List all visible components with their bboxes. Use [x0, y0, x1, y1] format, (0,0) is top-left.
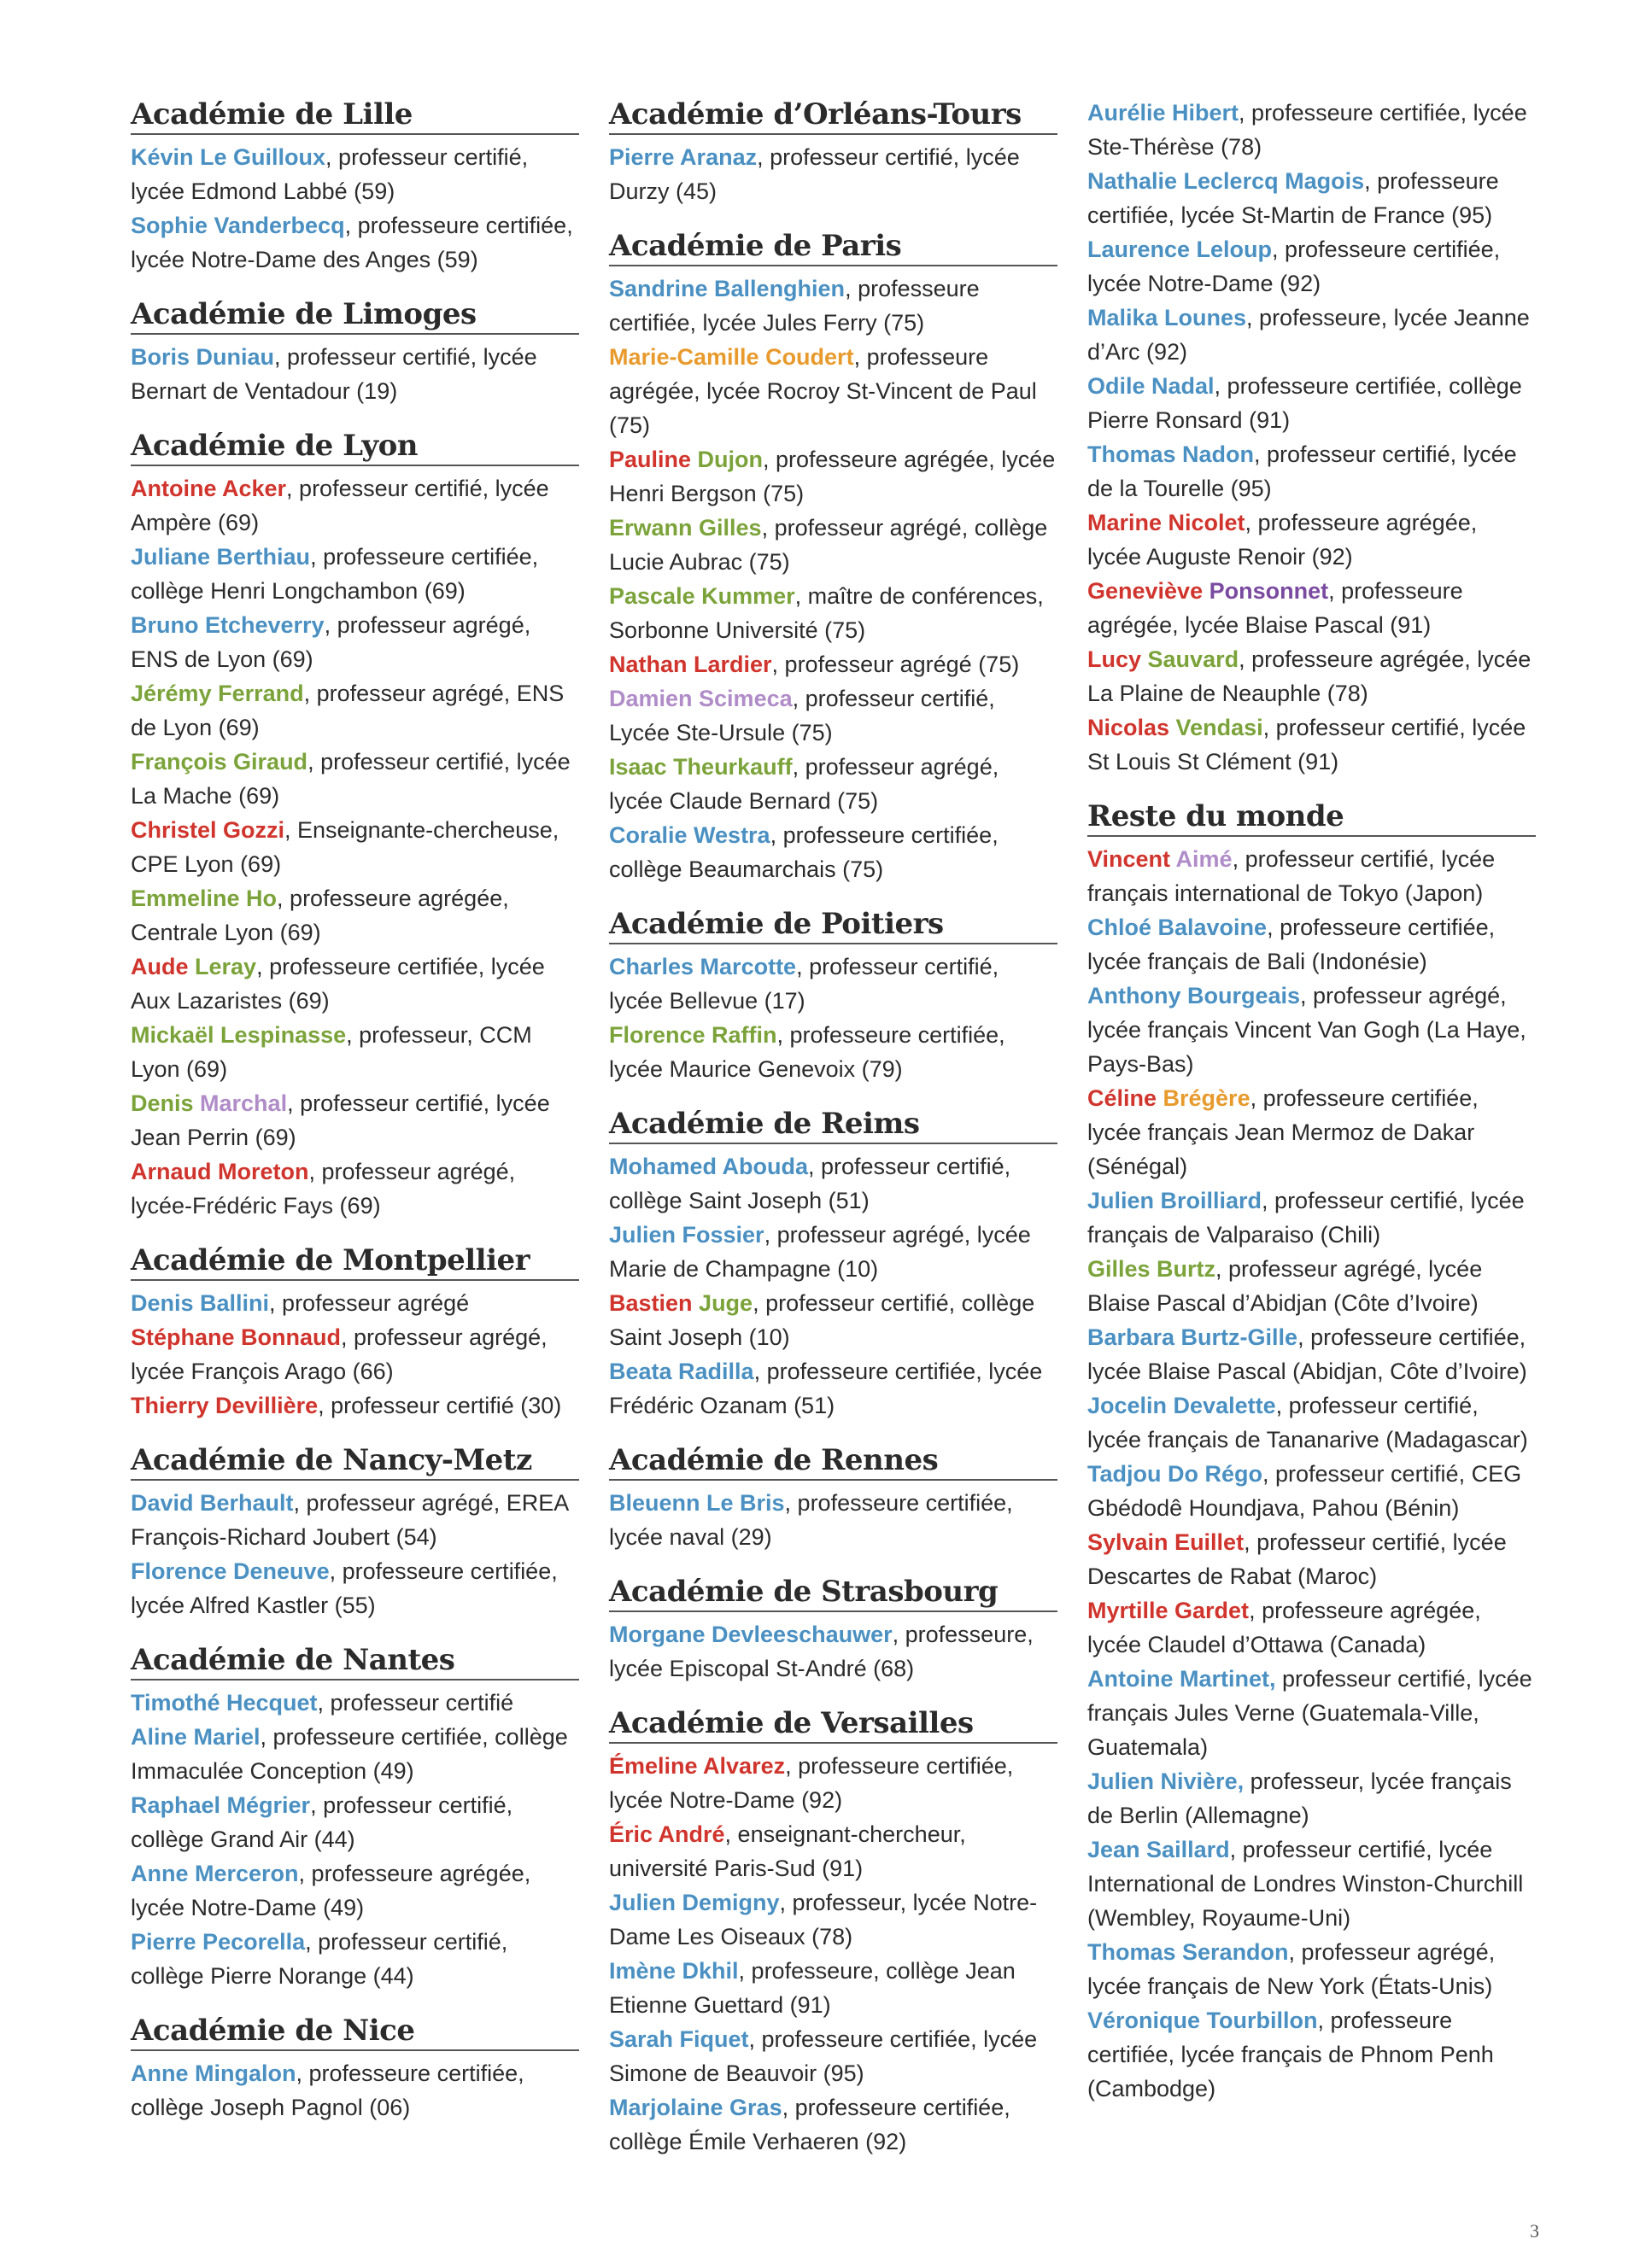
person-name: Emmeline Ho [131, 886, 278, 911]
entry-description: , professeure, collège Jean Etienne Guettard (91) [609, 1958, 1016, 2018]
person-name: Raphael Mégrier [131, 1792, 311, 1818]
entry [131, 340, 579, 408]
section-academie-de-nancy-metz [131, 1441, 579, 1622]
entry-description: , professeur certifié [317, 1690, 514, 1716]
person-name: Éric André [609, 1821, 725, 1847]
person-name: Julien Nivière, [1087, 1768, 1245, 1794]
entry [609, 1749, 1057, 1817]
person-name: Thierry Devillière [131, 1393, 319, 1418]
section-academie-de-lille [131, 96, 579, 277]
person-name: Sauvard [1147, 646, 1239, 672]
entry-description: , professeur certifié, lycée Ampère (69) [131, 476, 549, 535]
person-name: Florence Raffin [609, 1022, 777, 1048]
entry-description: , professeure agrégée, lycée Auguste Renoir (92) [1087, 510, 1478, 570]
person-name: Chloé Balavoine [1087, 915, 1268, 940]
person-name: David Berhault [131, 1490, 294, 1516]
person-name: Jérémy Ferrand [131, 681, 304, 706]
person-name: Aimé [1175, 846, 1233, 872]
entry-description: , Enseignante-chercheuse, CPE Lyon (69) [131, 817, 559, 877]
person-name: Céline [1087, 1085, 1163, 1111]
person-name: Sarah Fiquet [609, 2026, 749, 2052]
entry [609, 1354, 1057, 1423]
entry [1087, 506, 1536, 574]
entry-description: , professeur certifié, lycée Jean Perrin (69) [131, 1090, 550, 1150]
person-name: Nathan Lardier [609, 652, 772, 677]
entry [131, 1486, 579, 1554]
person-name: Anne Merceron [131, 1861, 299, 1886]
person-name: Florence Deneuve [131, 1558, 330, 1584]
person-name: Denis [131, 1090, 201, 1116]
entry [609, 1885, 1057, 1954]
section-title: Académie de Poitiers [609, 905, 1057, 944]
entry [609, 1954, 1057, 2022]
person-name: Dujon [697, 447, 764, 472]
entry-description: , professeure agrégée, lycée Blaise Pascal (91) [1087, 578, 1463, 638]
entry [609, 1149, 1057, 1218]
person-name: Julien Broilliard [1087, 1188, 1262, 1213]
person-name: Antoine Martinet, [1087, 1666, 1276, 1692]
entry-description: , professeure certifiée, collège Beaumarchais (75) [609, 822, 999, 882]
entry [609, 2022, 1057, 2090]
entry [609, 1218, 1057, 1286]
entry-description: , professeure agrégée, lycée Rocroy St-Vincent de Paul (75) [609, 344, 1037, 438]
entry [1087, 369, 1536, 437]
entry [609, 140, 1057, 208]
entry-description: , professeur, CCM Lyon (69) [131, 1022, 532, 1082]
entry [131, 1154, 579, 1223]
person-name: Odile Nadal [1087, 373, 1215, 399]
person-name: Tadjou Do Régo [1087, 1461, 1262, 1487]
entry-description: , professeure certifiée, lycée Notre-Dame des Anges (59) [131, 213, 573, 272]
entry-description: , professeure agrégée, lycée Notre-Dame (49) [131, 1861, 531, 1920]
entry-description: , professeure certifiée, lycée Maurice Genevoix (79) [609, 1022, 1005, 1082]
section-title: Académie de Nantes [131, 1641, 579, 1681]
entry [609, 1817, 1057, 1885]
entry-description: , professeure certifiée, lycée français Jean Mermoz de Dakar (Sénégal) [1087, 1085, 1479, 1179]
section-academie-de-nantes [131, 1641, 579, 1993]
entry [131, 540, 579, 608]
entry [131, 608, 579, 676]
entry-description: , professeur agrégé, lycée-Frédéric Fays (69) [131, 1159, 516, 1219]
entry-description: , professeur certifié, lycée La Mache (69) [131, 749, 571, 809]
entry-description: , professeur certifié, lycée Descartes de Rabat (Maroc) [1087, 1529, 1507, 1589]
person-name: Marchal [200, 1090, 288, 1116]
person-name: Geneviève [1087, 578, 1210, 604]
entry-description: , professeure agrégée, lycée La Plaine de Neauphle (78) [1087, 646, 1532, 706]
person-name: Kévin Le Guilloux [131, 144, 326, 170]
section-academie-de-nice [131, 2012, 579, 2125]
person-name: Pierre Aranaz [609, 144, 758, 170]
entry-description: , professeure certifiée, lycée français de Phnom Penh (Cambodge) [1087, 2008, 1494, 2101]
person-name: Erwann Gilles [609, 515, 762, 541]
person-name: Damien Scimeca [609, 686, 793, 711]
entry-description: , professeur certifié, collège Grand Air (44) [131, 1792, 513, 1852]
entry-description: , professeur, lycée Notre-Dame Les Oiseaux (78) [609, 1890, 1038, 1949]
entry-description: , professeur certifié, CEG Gbédodê Houndjava, Pahou (Bénin) [1087, 1461, 1522, 1521]
person-name: Isaac Theurkauff [609, 754, 793, 780]
entry [1087, 437, 1536, 506]
entry-description: , professeur certifié, collège Pierre Norange (44) [131, 1929, 508, 1989]
entry-description: , professeur agrégé, collège Lucie Aubrac (75) [609, 515, 1048, 575]
section-title: Académie de Lyon [131, 427, 579, 466]
section-title: Académie de Rennes [609, 1441, 1057, 1481]
entry [1087, 1252, 1536, 1320]
entry [609, 2090, 1057, 2159]
person-name: Imène Dkhil [609, 1958, 739, 1984]
section-title: Académie de Limoges [131, 295, 579, 335]
entry [1087, 842, 1536, 910]
entry-description: , professeure certifiée, lycée naval (29) [609, 1490, 1013, 1550]
entry [1087, 1320, 1536, 1388]
section-academie-de-limoges [131, 295, 579, 408]
section-title: Académie de Paris [609, 227, 1057, 266]
entry-description: , professeur certifié, lycée de la Tourelle (95) [1087, 441, 1517, 501]
person-name: Pierre Pecorella [131, 1929, 306, 1955]
section-title: Académie de Strasbourg [609, 1573, 1057, 1612]
entry [131, 676, 579, 745]
section-title: Académie de Versailles [609, 1704, 1057, 1744]
entry-description: professeur, lycée français de Berlin (Allemagne) [1087, 1768, 1512, 1828]
entry [131, 813, 579, 881]
entry [131, 950, 579, 1018]
person-name: Juliane Berthiau [131, 544, 311, 570]
entry [131, 881, 579, 950]
section-title: Académie d’Orléans-Tours [609, 96, 1057, 135]
entry-description: , professeure certifiée, lycée Aux Lazaristes (69) [131, 954, 545, 1014]
entry [1087, 710, 1536, 779]
person-name: Lucy [1087, 646, 1148, 672]
section-title: Reste du monde [1087, 798, 1536, 837]
entry [1087, 1833, 1536, 1935]
entry [609, 681, 1057, 750]
entry [131, 1388, 579, 1423]
entry-description: , professeur certifié, lycée français de Valparaiso (Chili) [1087, 1188, 1525, 1248]
person-name: Pauline [609, 447, 698, 472]
column-right [1087, 96, 1536, 2125]
person-name: Sophie Vanderbecq [131, 213, 345, 238]
person-name: Ponsonnet [1209, 578, 1329, 604]
entry [131, 1720, 579, 1788]
entry-description: , professeur agrégé, lycée Blaise Pascal d’Abidjan (Côte d’Ivoire) [1087, 1256, 1483, 1316]
person-name: Vincent [1087, 846, 1176, 872]
entry [609, 950, 1057, 1018]
entry-description: , professeure agrégée, lycée Claudel d’Ottawa (Canada) [1087, 1598, 1481, 1657]
entry [1087, 301, 1536, 369]
entry-description: , professeur certifié, Lycée Ste-Ursule (75) [609, 686, 995, 745]
entry [1087, 1525, 1536, 1593]
entry [1087, 910, 1536, 979]
entry-description: , professeure, lycée Jeanne d’Arc (92) [1087, 305, 1530, 365]
entry-description: , professeure certifiée, lycée Ste-Thérèse (78) [1087, 100, 1527, 160]
section-academie-de-strasbourg [609, 1573, 1057, 1686]
section-reste-du-monde [1087, 798, 1536, 2106]
entry-description: , professeur certifié (30) [318, 1393, 562, 1418]
entry-description: , professeur certifié, lycée français international de Tokyo (Japon) [1087, 846, 1496, 906]
entry [131, 1925, 579, 1993]
entry-description: , professeure certifiée, collège Immaculée Conception (49) [131, 1724, 568, 1784]
entry [609, 1486, 1057, 1554]
entry-description: , professeure certifiée, lycée Simone de Beauvoir (95) [609, 2026, 1038, 2086]
entry [1087, 2003, 1536, 2106]
entry-description: , professeure certifiée, lycée St-Martin de France (95) [1087, 168, 1499, 228]
entry-description: , professeur agrégé, ENS de Lyon (69) [131, 612, 531, 672]
person-name: Vendasi [1175, 715, 1263, 740]
section-continued [1087, 96, 1536, 779]
person-name: Bruno Etcheverry [131, 612, 325, 638]
entry [131, 745, 579, 813]
person-name: Beata Radilla [609, 1359, 754, 1384]
person-name: Marie-Camille Coudert [609, 344, 854, 370]
person-name: Bastien [609, 1290, 700, 1316]
person-name: Christel Gozzi [131, 817, 285, 843]
section-title: Académie de Lille [131, 96, 579, 135]
person-name: Barbara Burtz-Gille [1087, 1324, 1298, 1350]
person-name: Marine Nicolet [1087, 510, 1245, 535]
entry-description: , professeur certifié, lycée St Louis St Clément (91) [1087, 715, 1526, 775]
column-middle [609, 96, 1057, 2177]
entry-description: , enseignant-chercheur, université Paris-Sud (91) [609, 1821, 966, 1881]
person-name: Véronique Tourbillon [1087, 2008, 1318, 2033]
person-name: Denis Ballini [131, 1290, 270, 1316]
section-academie-de-versailles [609, 1704, 1057, 2159]
person-name: Aude [131, 954, 196, 979]
entry-description: , professeur agrégé, lycée Claude Bernard (75) [609, 754, 999, 814]
entry [131, 1686, 579, 1720]
person-name: Aline Mariel [131, 1724, 261, 1750]
entry [131, 1856, 579, 1925]
person-name: Thomas Serandon [1087, 1939, 1289, 1965]
person-name: Antoine Acker [131, 476, 287, 501]
person-name: Jean Saillard [1087, 1837, 1230, 1862]
person-name: Nicolas [1087, 715, 1176, 740]
entry-description: , professeur agrégé, lycée François Arago (66) [131, 1324, 548, 1384]
person-name: Brégère [1163, 1085, 1250, 1111]
entry-description: , professeur agrégé, lycée Marie de Champagne (10) [609, 1222, 1031, 1282]
entry [609, 1286, 1057, 1354]
person-name: Morgane Devleeschauwer [609, 1622, 893, 1647]
person-name: Aurélie Hibert [1087, 100, 1239, 126]
section-academie-d-orleans-tours [609, 96, 1057, 208]
entry [131, 1320, 579, 1388]
person-name: Malika Lounes [1087, 305, 1247, 330]
person-name: Myrtille Gardet [1087, 1598, 1250, 1623]
entry [1087, 96, 1536, 164]
section-title: Académie de Reims [609, 1105, 1057, 1144]
entry-description: , professeur certifié, lycée Durzy (45) [609, 144, 1020, 204]
section-academie-de-paris [609, 227, 1057, 886]
entry-description: , professeure certifiée, lycée Notre-Dame (92) [609, 1753, 1014, 1813]
person-name: Bleuenn Le Bris [609, 1490, 785, 1516]
section-academie-de-poitiers [609, 905, 1057, 1086]
person-name: Coralie Westra [609, 822, 770, 848]
entry-description: , professeur agrégé, lycée français de New York (États-Unis) [1087, 1939, 1496, 1999]
person-name: Sandrine Ballenghien [609, 276, 846, 301]
entry-description: , professeur certifié, lycée International de Londres Winston-Churchill (Wembley, Royaume-Uni) [1087, 1837, 1524, 1931]
entry [1087, 164, 1536, 232]
entry [1087, 1457, 1536, 1525]
entry [609, 1018, 1057, 1086]
entry [1087, 1662, 1536, 1764]
entry-description: , maître de conférences, Sorbonne Université (75) [609, 583, 1044, 643]
entry [1087, 1184, 1536, 1252]
person-name: Nathalie Leclercq Magois [1087, 168, 1365, 194]
person-name: Julien Demigny [609, 1890, 780, 1915]
person-name: Pascale Kummer [609, 583, 795, 609]
person-name: Mohamed Abouda [609, 1154, 808, 1179]
entry [131, 471, 579, 540]
entry-description: , professeur certifié, lycée Bellevue (17) [609, 954, 999, 1014]
entry [609, 818, 1057, 886]
person-name: Arnaud Moreton [131, 1159, 309, 1184]
section-academie-de-montpellier [131, 1242, 579, 1423]
entry-description: , professeure certifiée, lycée français de Bali (Indonésie) [1087, 915, 1496, 974]
person-name: Laurence Leloup [1087, 237, 1273, 262]
entry [609, 442, 1057, 511]
entry [1087, 1388, 1536, 1457]
entry-description: , professeure agrégée, lycée Henri Bergson (75) [609, 447, 1056, 506]
entry [1087, 232, 1536, 301]
entry-description: , professeure certifiée, lycée Blaise Pascal (Abidjan, Côte d’Ivoire) [1087, 1324, 1527, 1384]
entry [131, 1286, 579, 1320]
entry-description: , professeure, lycée Episcopal St-André (68) [609, 1622, 1034, 1681]
entry [1087, 1081, 1536, 1184]
entry-description: , professeur agrégé [269, 1290, 470, 1316]
entry [609, 579, 1057, 647]
entry-description: , professeur agrégé (75) [771, 652, 1020, 677]
person-name: Gilles Burtz [1087, 1256, 1216, 1282]
entry [131, 2056, 579, 2125]
entry-description: , professeur certifié, lycée Edmond Labbé (59) [131, 144, 529, 204]
person-name: Sylvain Euillet [1087, 1529, 1245, 1555]
entry-description: , professeur agrégé, EREA François-Richard Joubert (54) [131, 1490, 568, 1550]
section-academie-de-rennes [609, 1441, 1057, 1554]
person-name: Charles Marcotte [609, 954, 797, 979]
entry-description: , professeure certifiée, lycée Alfred Kastler (55) [131, 1558, 558, 1618]
entry-description: , professeur agrégé, lycée français Vincent Van Gogh (La Haye, Pays-Bas) [1087, 983, 1526, 1077]
person-name: Marjolaine Gras [609, 2095, 782, 2120]
page-number: 3 [1530, 2220, 1539, 2242]
entry-description: , professeure certifiée, lycée Frédéric Ozanam (51) [609, 1359, 1043, 1418]
person-name: François Giraud [131, 749, 308, 775]
entry [131, 1018, 579, 1086]
entry [609, 1617, 1057, 1686]
entry [1087, 1935, 1536, 2003]
entry [1087, 642, 1536, 710]
entry [1087, 979, 1536, 1081]
entry-description: professeur certifié, lycée français Jules Verne (Guatemala-Ville, Guatemala) [1087, 1666, 1532, 1760]
person-name: Mickaël Lespinasse [131, 1022, 347, 1048]
entry [131, 1086, 579, 1154]
section-academie-de-reims [609, 1105, 1057, 1423]
section-academie-de-lyon [131, 427, 579, 1223]
person-name: Boris Duniau [131, 344, 275, 370]
person-name: Émeline Alvarez [609, 1753, 786, 1779]
entry-description: , professeur agrégé, ENS de Lyon (69) [131, 681, 565, 740]
section-title: Académie de Nice [131, 2012, 579, 2051]
entry-description: , professeur certifié, lycée français de Tananarive (Madagascar) [1087, 1393, 1528, 1453]
entry-description: , professeure certifiée, lycée Jules Ferry (75) [609, 276, 980, 336]
entry-description: , professeure certifiée, collège Émile Verhaeren (92) [609, 2095, 1010, 2154]
entry-description: , professeur certifié, collège Saint Joseph (10) [609, 1290, 1035, 1350]
person-name: Julien Fossier [609, 1222, 764, 1248]
entry [609, 647, 1057, 681]
entry [131, 140, 579, 208]
person-name: Anthony Bourgeais [1087, 983, 1301, 1008]
entry-description: , professeure certifiée, lycée Notre-Dame (92) [1087, 237, 1501, 296]
entry-description: , professeure certifiée, collège Joseph Pagnol (06) [131, 2060, 524, 2120]
entry [131, 1788, 579, 1856]
entry-description: , professeure agrégée, Centrale Lyon (69) [131, 886, 509, 945]
entry-description: , professeur certifié, collège Saint Joseph (51) [609, 1154, 1011, 1213]
entry [1087, 1593, 1536, 1662]
entry [609, 750, 1057, 818]
person-name: Stéphane Bonnaud [131, 1324, 342, 1350]
entry [131, 208, 579, 277]
entry [131, 1554, 579, 1622]
entry [609, 511, 1057, 579]
column-left [131, 96, 579, 2143]
person-name: Thomas Nadon [1087, 441, 1255, 467]
entry-description: , professeur certifié, lycée Bernart de Ventadour (19) [131, 344, 537, 404]
entry [1087, 1764, 1536, 1833]
section-title: Académie de Montpellier [131, 1242, 579, 1281]
entry-description: , professeure certifiée, collège Henri Longchambon (69) [131, 544, 539, 604]
person-name: Timothé Hecquet [131, 1690, 318, 1716]
person-name: Anne Mingalon [131, 2060, 296, 2086]
person-name: Jocelin Devalette [1087, 1393, 1276, 1418]
person-name: Juge [699, 1290, 753, 1316]
person-name: Leray [195, 954, 257, 979]
entry [1087, 574, 1536, 642]
entry-description: , professeure certifiée, collège Pierre Ronsard (91) [1087, 373, 1522, 433]
entry [609, 272, 1057, 340]
entry [609, 340, 1057, 442]
section-title: Académie de Nancy-Metz [131, 1441, 579, 1481]
